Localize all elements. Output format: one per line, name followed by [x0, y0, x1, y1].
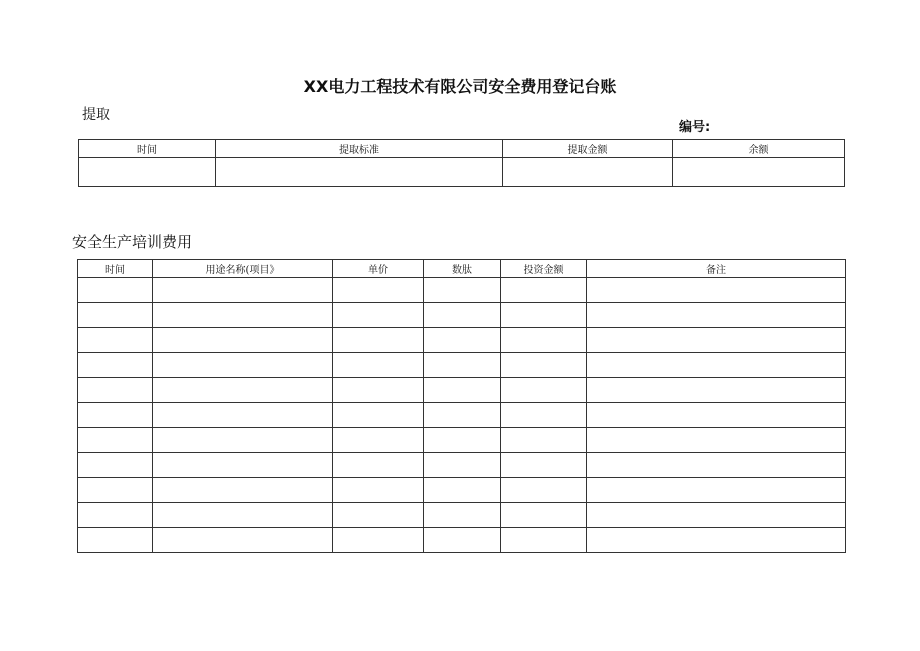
table-cell[interactable] [78, 478, 153, 503]
table-cell[interactable] [501, 428, 587, 453]
table-row [78, 403, 846, 428]
table-cell[interactable] [424, 428, 501, 453]
training-col-remarks: 备注 [587, 260, 846, 278]
table-cell[interactable] [78, 453, 153, 478]
table-cell[interactable] [424, 478, 501, 503]
table-cell[interactable] [153, 328, 333, 353]
table-cell[interactable] [424, 403, 501, 428]
table-row [78, 378, 846, 403]
table-cell[interactable] [333, 478, 424, 503]
withdraw-table [78, 139, 845, 187]
table-cell[interactable] [424, 453, 501, 478]
table-row [78, 428, 846, 453]
withdraw-section-label: 提取 [82, 107, 110, 123]
table-cell[interactable] [501, 353, 587, 378]
table-cell[interactable] [153, 503, 333, 528]
table-cell[interactable] [501, 378, 587, 403]
table-cell[interactable] [424, 528, 501, 553]
table-row [79, 158, 845, 187]
table-cell[interactable] [424, 378, 501, 403]
table-cell[interactable] [78, 528, 153, 553]
table-cell[interactable] [501, 528, 587, 553]
table-cell[interactable] [78, 353, 153, 378]
training-col-quantity: 数肽 [424, 260, 501, 278]
table-cell[interactable] [424, 303, 501, 328]
table-cell[interactable] [78, 328, 153, 353]
table-cell[interactable] [673, 158, 845, 187]
table-cell[interactable] [333, 328, 424, 353]
training-col-time: 时间 [78, 260, 153, 278]
training-col-purpose: 用途名称(项目》 [153, 260, 333, 278]
page-title: XX电力工程技术有限公司安全费用登记台账 [303, 77, 617, 96]
table-cell[interactable] [333, 378, 424, 403]
table-cell[interactable] [153, 428, 333, 453]
table-row [78, 503, 846, 528]
training-table-header [78, 260, 846, 278]
table-cell[interactable] [587, 428, 846, 453]
table-cell[interactable] [587, 303, 846, 328]
table-cell[interactable] [78, 278, 153, 303]
table-row [78, 528, 846, 553]
training-section-label: 安全生产培训费用 [72, 233, 193, 251]
table-cell[interactable] [153, 453, 333, 478]
table-cell[interactable] [424, 503, 501, 528]
table-cell[interactable] [587, 503, 846, 528]
table-cell[interactable] [587, 328, 846, 353]
table-row [78, 453, 846, 478]
table-cell[interactable] [78, 428, 153, 453]
table-cell[interactable] [333, 403, 424, 428]
table-cell[interactable] [153, 378, 333, 403]
table-cell[interactable] [333, 503, 424, 528]
table-cell[interactable] [501, 403, 587, 428]
table-cell[interactable] [424, 328, 501, 353]
table-cell[interactable] [424, 278, 501, 303]
table-row [78, 353, 846, 378]
table-cell[interactable] [333, 353, 424, 378]
table-cell[interactable] [216, 158, 503, 187]
withdraw-col-standard: 提取标准 [216, 140, 503, 158]
withdraw-col-balance: 余额 [673, 140, 845, 158]
table-cell[interactable] [333, 303, 424, 328]
table-cell[interactable] [79, 158, 216, 187]
table-row [78, 278, 846, 303]
training-col-unit-price: 单价 [333, 260, 424, 278]
withdraw-col-amount: 提取金额 [503, 140, 673, 158]
number-label: 编号: [679, 120, 711, 135]
withdraw-col-time: 时间 [79, 140, 216, 158]
training-col-investment: 投资金额 [501, 260, 587, 278]
table-cell[interactable] [501, 278, 587, 303]
table-cell[interactable] [78, 378, 153, 403]
table-cell[interactable] [587, 378, 846, 403]
table-cell[interactable] [153, 353, 333, 378]
table-row [78, 303, 846, 328]
table-cell[interactable] [587, 528, 846, 553]
table-cell[interactable] [153, 403, 333, 428]
withdraw-table-header [79, 140, 845, 158]
table-cell[interactable] [78, 303, 153, 328]
table-cell[interactable] [587, 453, 846, 478]
table-cell[interactable] [587, 278, 846, 303]
table-cell[interactable] [153, 303, 333, 328]
table-row [78, 478, 846, 503]
table-cell[interactable] [333, 453, 424, 478]
table-cell[interactable] [501, 303, 587, 328]
table-cell[interactable] [333, 528, 424, 553]
table-cell[interactable] [501, 328, 587, 353]
table-cell[interactable] [333, 428, 424, 453]
training-table [77, 259, 846, 553]
table-cell[interactable] [501, 453, 587, 478]
table-cell[interactable] [424, 353, 501, 378]
training-table-body [78, 278, 846, 553]
table-cell[interactable] [503, 158, 673, 187]
table-cell[interactable] [153, 278, 333, 303]
table-cell[interactable] [78, 503, 153, 528]
table-row [78, 328, 846, 353]
table-cell[interactable] [501, 478, 587, 503]
table-cell[interactable] [501, 503, 587, 528]
table-cell[interactable] [333, 278, 424, 303]
table-cell[interactable] [153, 528, 333, 553]
table-cell[interactable] [587, 353, 846, 378]
table-cell[interactable] [587, 478, 846, 503]
table-cell[interactable] [153, 478, 333, 503]
table-cell[interactable] [78, 403, 153, 428]
table-cell[interactable] [587, 403, 846, 428]
